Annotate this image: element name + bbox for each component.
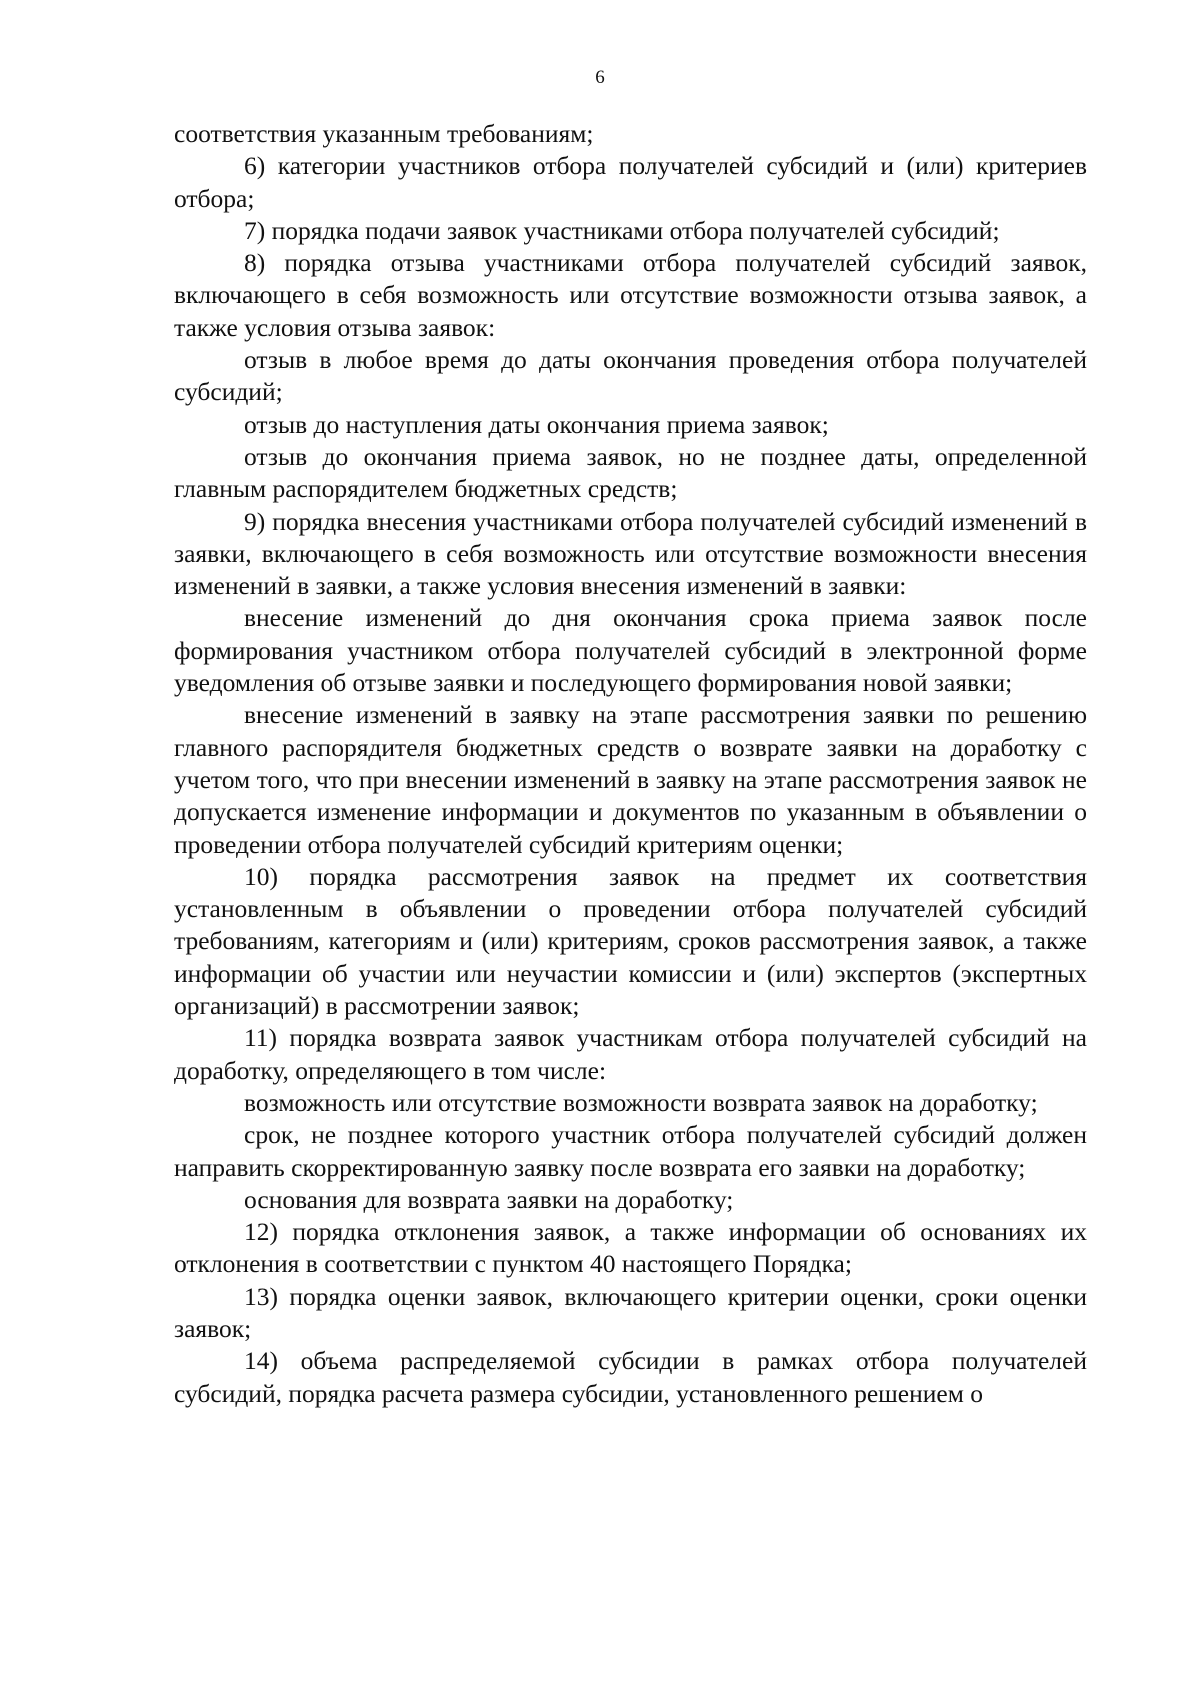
paragraph: отзыв в любое время до даты окончания проведения отбора получателей субсидий;: [174, 345, 1087, 407]
paragraph: возможность или отсутствие возможности возврата заявок на доработку;: [244, 1087, 1038, 1117]
paragraph: 14) объема распределяемой субсидии в рамках отбора получателей субсидий, порядка расчета размера субсидии, установленного решением о: [174, 1346, 1087, 1408]
paragraph: 13) порядка оценки заявок, включающего критерии оценки, сроки оценки заявок;: [174, 1281, 1087, 1343]
paragraph: внесение изменений в заявку на этапе рассмотрения заявки по решению главного распорядителя бюджетных средств о возврате заявки на доработку с учетом того, что при внесении изменений в заявку на этапе рассмотрения заявок не допускается изменение информации и документов по указанным в объявлении о проведении отбора получателей субсидий критериям оценки;: [174, 700, 1087, 859]
paragraph: основания для возврата заявки на доработку;: [244, 1184, 734, 1214]
paragraph: 10) порядка рассмотрения заявок на предмет их соответствия установленным в объявлении о проведении отбора получателей субсидий требованиям, категориям и (или) критериям, сроков рассмотрения заявок, а также информации об участии или неучастии комиссии и (или) экспертов (экспертных организаций) в рассмотрении заявок;: [174, 861, 1087, 1021]
paragraph: 8) порядка отзыва участниками отбора получателей субсидий заявок, включающего в себя возможность или отсутствие возможности отзыва заявок, а также условия отзыва заявок:: [174, 248, 1087, 342]
paragraph: 7) порядка подачи заявок участниками отбора получателей субсидий;: [244, 215, 1000, 245]
paragraph: отзыв до наступления даты окончания приема заявок;: [244, 409, 829, 439]
paragraph: срок, не позднее которого участник отбора получателей субсидий должен направить скорректированную заявку после возврата его заявки на доработку;: [174, 1120, 1087, 1182]
paragraph: соответствия указанным требованиям;: [174, 119, 594, 148]
paragraph: отзыв до окончания приема заявок, но не позднее даты, определенной главным распорядителем бюджетных средств;: [174, 441, 1087, 504]
paragraph: 11) порядка возврата заявок участникам отбора получателей субсидий на доработку, определяющего в том числе:: [174, 1023, 1087, 1085]
page-number: 6: [595, 67, 605, 88]
document-body: [174, 118, 1087, 1410]
paragraph: 9) порядка внесения участниками отбора получателей субсидий изменений в заявки, включающего в себя возможность или отсутствие возможности внесения изменений в заявки, а также условия внесения изменений в заявки:: [174, 506, 1087, 601]
paragraph: 6) категории участников отбора получателей субсидий и (или) критериев отбора;: [174, 151, 1087, 213]
paragraph: 12) порядка отклонения заявок, а также информации об основаниях их отклонения в соответствии с пунктом 40 настоящего Порядка;: [174, 1217, 1087, 1279]
paragraph: внесение изменений до дня окончания срока приема заявок после формирования участником отбора получателей субсидий в электронной форме уведомления об отзыве заявки и последующего формирования новой заявки;: [174, 603, 1087, 698]
